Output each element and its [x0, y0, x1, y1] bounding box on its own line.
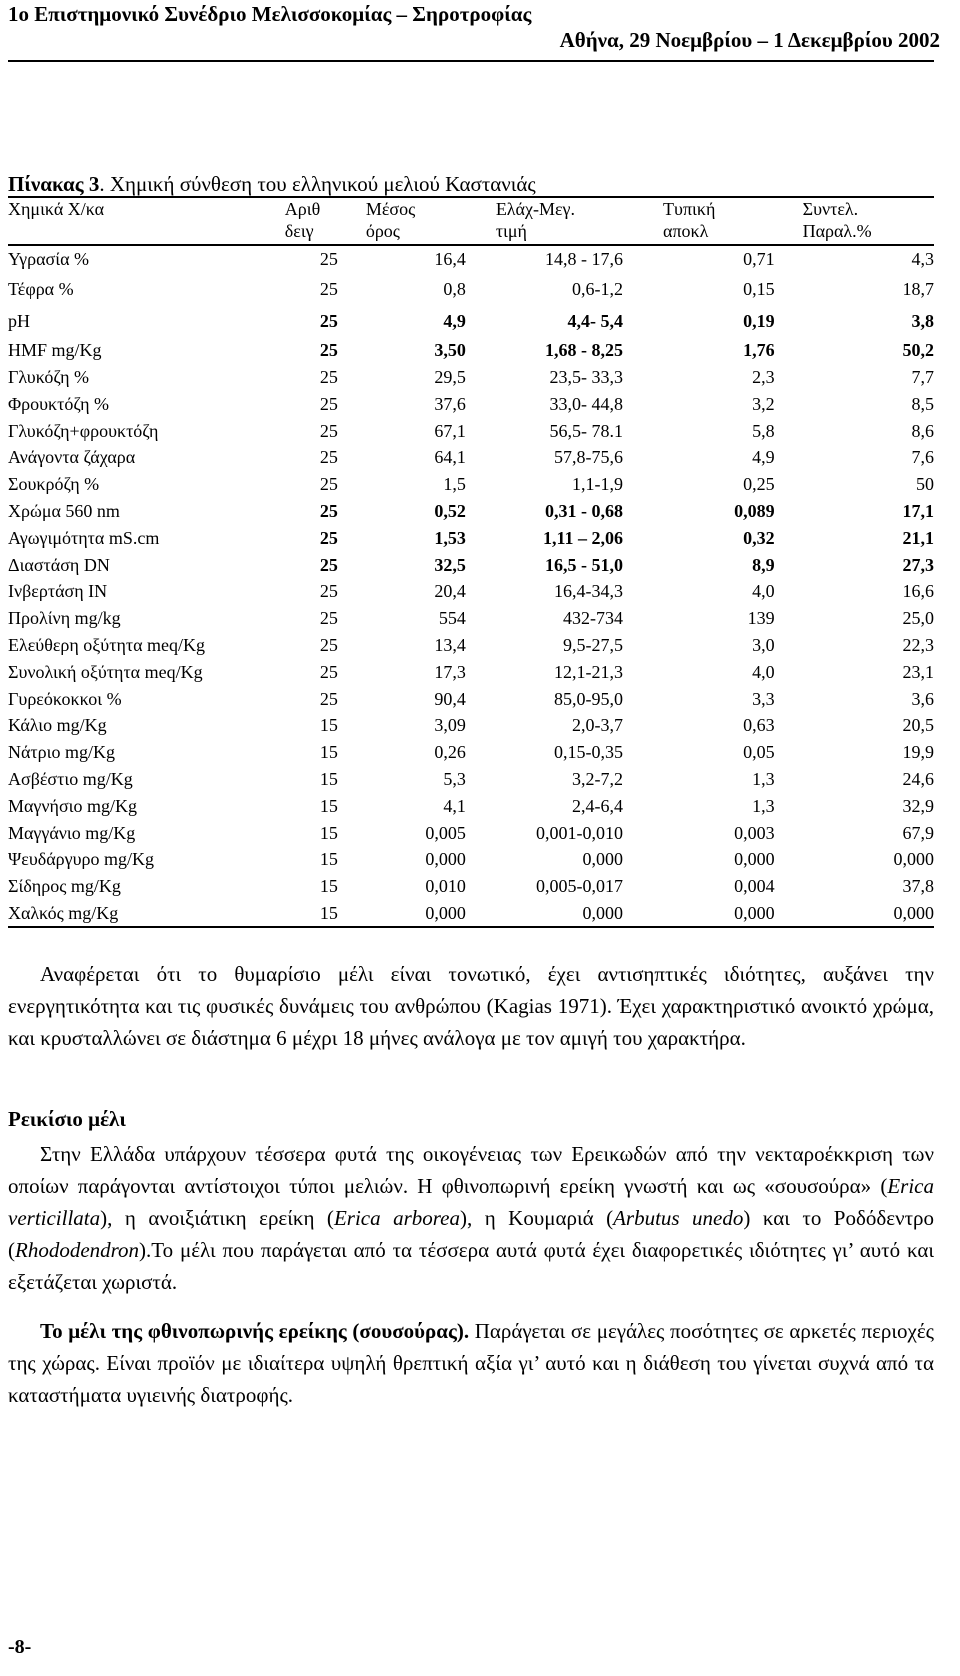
sample-count: 25 [319, 278, 338, 299]
coef-variation: 22,3 [902, 634, 934, 655]
coef-variation: 23,1 [902, 661, 934, 682]
table-row [8, 578, 934, 605]
coef-variation: 0,000 [775, 900, 934, 928]
std-dev: 0,25 [743, 474, 775, 495]
row-name: Αγωγιμότητα mS.cm [8, 527, 160, 548]
coef-variation: 8,6 [911, 420, 934, 441]
row-name: Φρουκτόζη % [8, 393, 110, 414]
range-value: 0,005-0,017 [536, 876, 624, 897]
table-row [8, 819, 934, 846]
table-row [8, 846, 934, 873]
range-value: 14,8 - 17,6 [545, 249, 624, 270]
sample-count: 25 [319, 393, 338, 414]
range-value: 3,2-7,2 [572, 768, 624, 789]
sample-count: 25 [319, 500, 338, 521]
std-dev: 1,3 [752, 768, 775, 789]
mean-value: 0,000 [425, 849, 466, 870]
std-dev: 0,004 [734, 876, 775, 897]
row-name: Ελεύθερη οξύτητα meq/Kg [8, 634, 206, 655]
sample-count: 25 [319, 420, 338, 441]
sample-count: 15 [319, 795, 338, 816]
mean-value: 64,1 [434, 447, 466, 468]
paragraph-thyme-honey: Αναφέρεται ότι το θυμαρίσιο μέλι είναι τονωτικό, έχει αντισηπτικές ιδιότητες, αυξάνει την ενεργητικότητα και τις φυσικές δυνάμεις του ανθρώπου (Kagias 1971). Έχει χαρακτηριστικό ανοικτό χρώμα, και κρυσταλλώνει σε διάστημα 6 μέχρι 18 μήνες ανάλογα με τον αμιγή του χαρακτήρα. [8, 962, 934, 1050]
mean-value: 0,26 [434, 742, 466, 763]
paragraph-ericaceae: Στην Ελλάδα υπάρχουν τέσσερα φυτά της οικογένειας των Ερεικωδών από την νεκταροέκκριση των οποίων παράγονται αντίστοιχοι τύποι μελιών. Η φθινοπωρινή ερείκη γνωστή και ως «σουσούρα» (Erica verticillata), η ανοιξιάτικη ερείκη (Erica arborea), η Κουμαριά (Arbutus unedo) και το Ροδόδεντρο (Rhododendron).Το μέλι που παράγεται από τα τέσσερα αυτά φυτά έχει διαφορετικές ιδιότητες γι’ αυτό και εξετάζεται χωριστά. [8, 1142, 935, 1294]
range-value: 9,5-27,5 [563, 634, 624, 655]
mean-value: 0,8 [443, 278, 466, 299]
std-dev: 5,8 [752, 420, 775, 441]
coef-variation: 19,9 [902, 742, 934, 763]
std-dev: 0,000 [623, 900, 775, 928]
column-header: Τυπική αποκλ [623, 197, 775, 245]
table-row [8, 739, 934, 766]
mean-value: 0,000 [338, 900, 466, 928]
row-name: Σουκρόζη % [8, 474, 100, 495]
row-name: Μαγγάνιο mg/Kg [8, 822, 136, 843]
sample-count: 25 [319, 447, 338, 468]
mean-value: 3,09 [434, 715, 466, 736]
coef-variation: 21,1 [902, 527, 934, 548]
std-dev: 0,003 [734, 822, 775, 843]
range-value: 1,1-1,9 [572, 474, 624, 495]
row-name: Χρώμα 560 nm [8, 500, 120, 521]
range-value: 0,6-1,2 [572, 278, 624, 299]
table-row [8, 873, 934, 900]
row-name: Ασβέστιο mg/Kg [8, 768, 133, 789]
table-row [8, 900, 934, 928]
std-dev: 1,3 [752, 795, 775, 816]
range-value: 85,0-95,0 [554, 688, 624, 709]
row-name: Γυρεόκοκκοι % [8, 688, 122, 709]
std-dev: 3,0 [752, 634, 775, 655]
coef-variation: 16,6 [902, 581, 934, 602]
row-name: Διαστάση DN [8, 554, 110, 575]
mean-value: 1,53 [434, 527, 466, 548]
table-row [8, 605, 934, 632]
mean-value: 67,1 [434, 420, 466, 441]
header-rule [8, 60, 934, 62]
sample-count: 25 [319, 554, 338, 575]
row-name: Ινβερτάση IN [8, 581, 108, 602]
mean-value: 37,6 [434, 393, 466, 414]
coef-variation: 17,1 [902, 500, 934, 521]
table-row [8, 364, 934, 391]
row-name: Γλυκόζη % [8, 366, 90, 387]
section-title-heather-honey: Ρεικίσιο μέλι [8, 1107, 126, 1131]
table-caption [8, 172, 536, 197]
sample-count: 25 [319, 688, 338, 709]
std-dev: 0,05 [743, 742, 775, 763]
row-name: Γλυκόζη+φρουκτόζη [8, 420, 159, 441]
std-dev: 2,3 [752, 366, 775, 387]
sample-count: 15 [279, 900, 338, 928]
row-name: Κάλιο mg/Kg [8, 715, 107, 736]
table-row [8, 417, 934, 444]
table-row [8, 337, 934, 364]
std-dev: 0,71 [743, 249, 775, 270]
row-name: Νάτριο mg/Kg [8, 742, 115, 763]
column-header: Χημικά Χ/κα [8, 197, 279, 245]
table-caption-text: . Χημική σύνθεση του ελληνικού μελιού Καστανιάς [99, 172, 536, 196]
mean-value: 0,005 [425, 822, 466, 843]
std-dev: 4,0 [752, 661, 775, 682]
mean-value: 554 [438, 608, 466, 629]
range-value: 23,5- 33,3 [549, 366, 624, 387]
sample-count: 25 [319, 310, 338, 331]
range-value: 33,0- 44,8 [549, 393, 624, 414]
column-header: Συντελ. Παραλ.% [775, 197, 934, 245]
table-row [8, 658, 934, 685]
sample-count: 25 [319, 608, 338, 629]
table-row [8, 685, 934, 712]
range-value: 432-734 [563, 608, 624, 629]
page-number: -8- [8, 1636, 32, 1658]
table-row [8, 792, 934, 819]
coef-variation: 7,7 [911, 366, 934, 387]
table-caption-label: Πίνακας 3 [8, 172, 100, 196]
range-value: 0,15-0,35 [554, 742, 624, 763]
mean-value: 1,5 [443, 474, 466, 495]
table-row [8, 766, 934, 793]
coef-variation: 25,0 [902, 608, 934, 629]
mean-value: 13,4 [434, 634, 466, 655]
sample-count: 15 [319, 849, 338, 870]
mean-value: 16,4 [434, 249, 466, 270]
row-name: HMF mg/Kg [8, 340, 102, 361]
row-name: Τέφρα % [8, 278, 74, 299]
coef-variation: 3,6 [911, 688, 934, 709]
row-name: Ανάγοντα ζάχαρα [8, 447, 136, 468]
range-value: 0,000 [466, 900, 623, 928]
coef-variation: 20,5 [902, 715, 934, 736]
table-row [8, 524, 934, 551]
range-value: 2,4-6,4 [572, 795, 624, 816]
column-header: Αριθ δειγ [279, 197, 338, 245]
coef-variation: 4,3 [911, 249, 934, 270]
std-dev: 0,19 [743, 310, 775, 331]
range-value: 16,5 - 51,0 [545, 554, 624, 575]
mean-value: 20,4 [434, 581, 466, 602]
mean-value: 29,5 [434, 366, 466, 387]
std-dev: 8,9 [752, 554, 775, 575]
sample-count: 25 [319, 474, 338, 495]
mean-value: 4,1 [443, 795, 466, 816]
sample-count: 25 [319, 249, 338, 270]
std-dev: 4,9 [752, 447, 775, 468]
mean-value: 0,52 [434, 500, 466, 521]
coef-variation: 50 [916, 474, 934, 495]
row-name: Χαλκός mg/Kg [8, 900, 279, 928]
sample-count: 25 [319, 661, 338, 682]
range-value: 0,001-0,010 [536, 822, 624, 843]
std-dev: 139 [747, 608, 775, 629]
coef-variation: 67,9 [902, 822, 934, 843]
range-value: 12,1-21,3 [554, 661, 624, 682]
table-row [8, 632, 934, 659]
sample-count: 25 [319, 527, 338, 548]
coef-variation: 7,6 [911, 447, 934, 468]
std-dev: 3,2 [752, 393, 775, 414]
mean-value: 4,9 [443, 310, 466, 331]
table-row [8, 444, 934, 471]
range-value: 0,000 [582, 849, 624, 870]
mean-value: 3,50 [434, 340, 466, 361]
range-value: 56,5- 78.1 [549, 420, 624, 441]
row-name: Μαγνήσιο mg/Kg [8, 795, 137, 816]
coef-variation: 24,6 [902, 768, 934, 789]
range-value: 2,0-3,7 [572, 715, 624, 736]
sample-count: 15 [319, 768, 338, 789]
mean-value: 5,3 [443, 768, 466, 789]
mean-value: 32,5 [434, 554, 466, 575]
table-row [8, 712, 934, 739]
table-row [8, 305, 934, 337]
range-value: 0,31 - 0,68 [545, 500, 624, 521]
sample-count: 15 [319, 742, 338, 763]
table-row [8, 471, 934, 498]
column-header: Μέσος όρος [338, 197, 466, 245]
table-row [8, 390, 934, 417]
sample-count: 25 [319, 340, 338, 361]
coef-variation: 3,8 [911, 310, 934, 331]
sample-count: 15 [319, 715, 338, 736]
sample-count: 25 [319, 581, 338, 602]
conference-title: 1ο Επιστημονικό Συνέδριο Μελισσοκομίας – Σηροτροφίας [8, 2, 532, 26]
std-dev: 0,089 [734, 500, 775, 521]
sample-count: 25 [319, 366, 338, 387]
row-name: Συνολική οξύτητα meq/Kg [8, 661, 203, 682]
mean-value: 17,3 [434, 661, 466, 682]
coef-variation: 32,9 [902, 795, 934, 816]
range-value: 57,8-75,6 [554, 447, 624, 468]
table-row [8, 245, 934, 273]
table-row [8, 498, 934, 525]
coef-variation: 18,7 [902, 278, 934, 299]
coef-variation: 37,8 [902, 876, 934, 897]
row-name: Προλίνη mg/kg [8, 608, 121, 629]
range-value: 1,11 – 2,06 [543, 527, 624, 548]
range-value: 1,68 - 8,25 [545, 340, 624, 361]
coef-variation: 27,3 [902, 554, 934, 575]
table-header-row [8, 197, 934, 245]
mean-value: 90,4 [434, 688, 466, 709]
sample-count: 25 [319, 634, 338, 655]
chemical-composition-table [8, 196, 934, 928]
std-dev: 0,000 [734, 849, 775, 870]
coef-variation: 0,000 [893, 849, 934, 870]
mean-value: 0,010 [425, 876, 466, 897]
paragraph-autumn-heather: Το μέλι της φθινοπωρινής ερείκης (σουσούρας). Παράγεται σε μεγάλες ποσότητες σε αρκετές περιοχές της χώρας. Είναι προϊόν με ιδιαίτερα υψηλή θρεπτική αξία γι’ αυτό και η διάθεση του γίνεται συχνά από τα καταστήματα υγιεινής διατροφής. [8, 1319, 934, 1407]
range-value: 16,4-34,3 [554, 581, 624, 602]
std-dev: 0,32 [743, 527, 775, 548]
sample-count: 15 [319, 876, 338, 897]
coef-variation: 8,5 [911, 393, 934, 414]
column-header: Ελάχ-Μεγ. τιμή [466, 197, 623, 245]
sample-count: 15 [319, 822, 338, 843]
std-dev: 0,63 [743, 715, 775, 736]
table-row [8, 551, 934, 578]
row-name: Σίδηρος mg/Kg [8, 876, 121, 897]
row-name: pH [8, 310, 30, 331]
std-dev: 4,0 [752, 581, 775, 602]
range-value: 4,4- 5,4 [567, 310, 624, 331]
std-dev: 1,76 [743, 340, 775, 361]
row-name: Υγρασία % [8, 249, 90, 270]
std-dev: 0,15 [743, 278, 775, 299]
conference-place-date: Αθήνα, 29 Νοεμβρίου – 1 Δεκεμβρίου 2002 [559, 28, 940, 52]
row-name: Ψευδάργυρο mg/Kg [8, 849, 154, 870]
table-row [8, 273, 934, 305]
coef-variation: 50,2 [902, 340, 934, 361]
std-dev: 3,3 [752, 688, 775, 709]
